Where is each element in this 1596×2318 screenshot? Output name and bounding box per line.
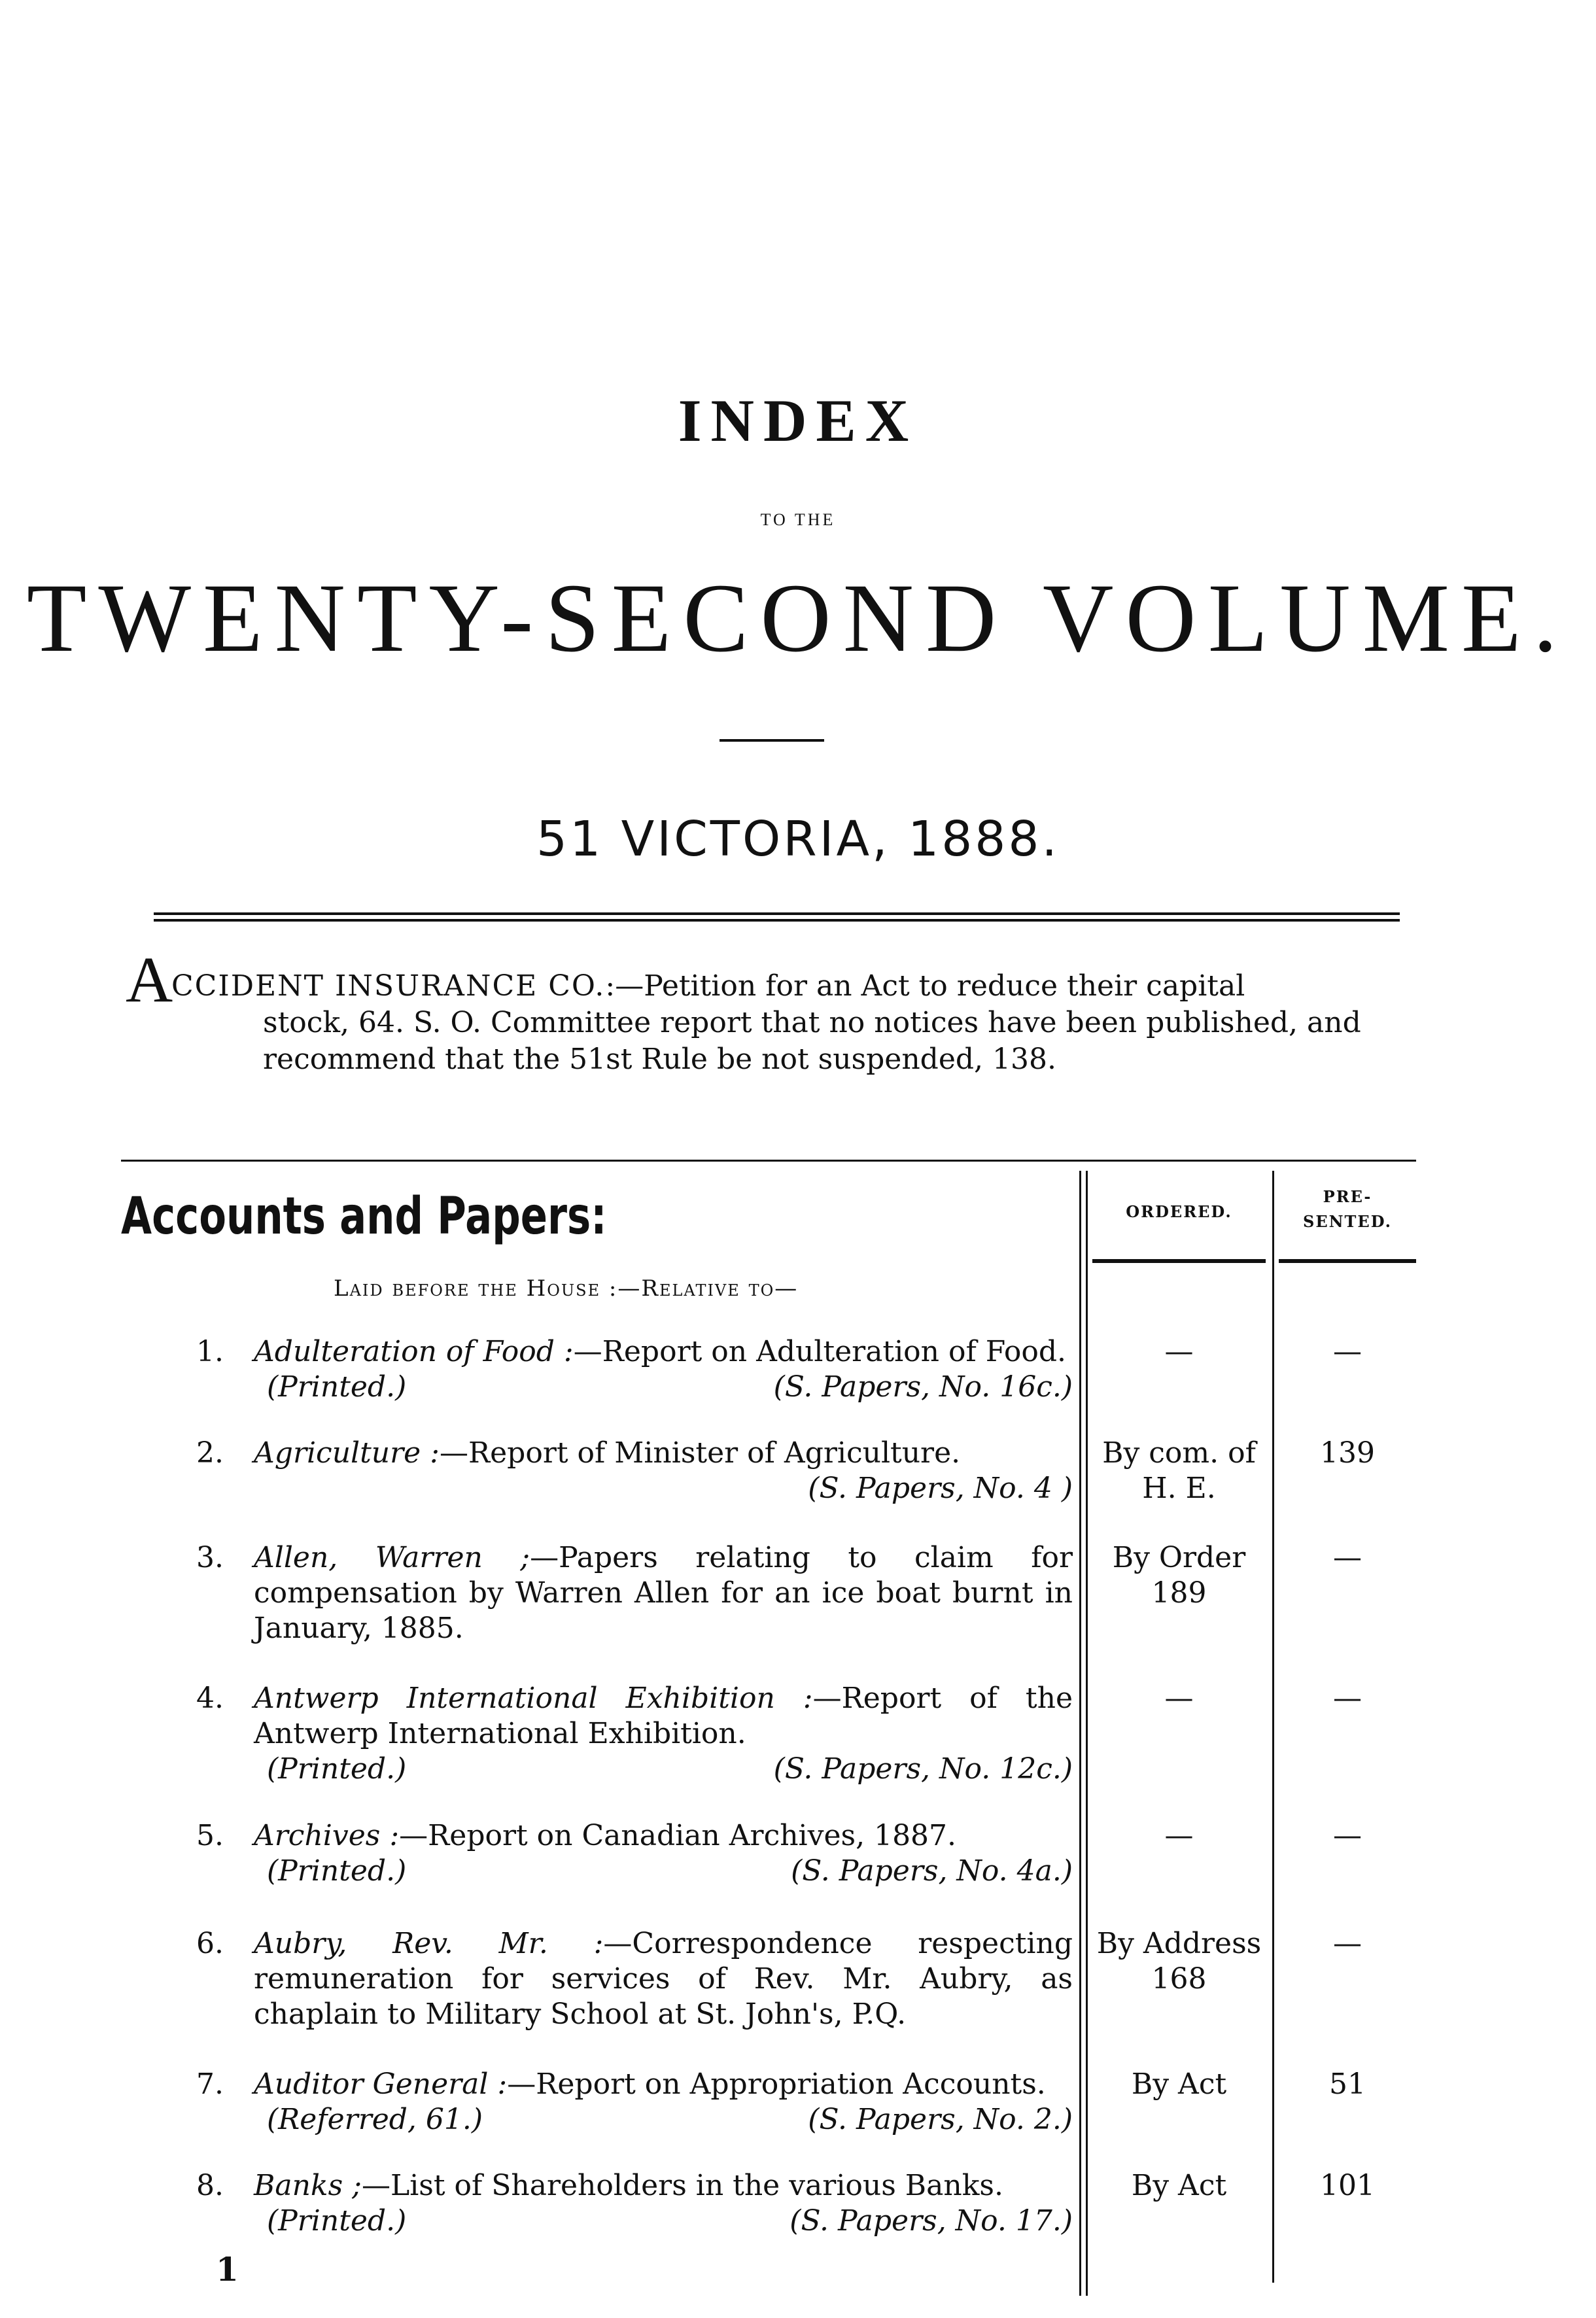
entry-text: —Report of the Antwerp International Exhibition. [254, 1682, 1073, 1750]
volume-title: TWENTY-SECOND VOLUME. [26, 564, 1570, 672]
entry-ordered: By Act [1131, 2067, 1227, 2101]
entry-number: 7. [196, 2067, 224, 2101]
entry-ordered: By Order [1112, 1541, 1246, 1574]
index-entry [196, 1436, 1073, 1506]
entry-presented: 139 [1320, 1436, 1375, 1470]
entry-ordered: — [1164, 1335, 1194, 1368]
entry-body [196, 1334, 1073, 1370]
accident-text-line1: :—Petition for an Act to reduce their capital [605, 969, 1245, 1003]
entry-number: 5. [196, 1819, 224, 1852]
entry-text: —Report on Adulteration of Food. [573, 1335, 1067, 1368]
entry-ref-right: (S. Papers, No. 16c.) [773, 1370, 1073, 1404]
column-rule-left-a [1079, 1171, 1081, 2296]
page-number: 1 [216, 2250, 239, 2289]
entry-number: 2. [196, 1436, 224, 1470]
entry-ordered: By Address [1096, 1927, 1262, 1960]
entry-subject: Adulteration of Food : [254, 1335, 574, 1368]
entry-ordered: — [1164, 1819, 1194, 1852]
entry-body [196, 1540, 1073, 1646]
entry-presented: — [1333, 1541, 1362, 1574]
short-divider [720, 739, 824, 742]
entry-ordered-2: 168 [1151, 1962, 1207, 1996]
column-header-presented-2: SENTED. [1302, 1212, 1393, 1231]
ordered-header-rule [1092, 1259, 1266, 1263]
entry-body [196, 2168, 1073, 2204]
index-entry [196, 1334, 1073, 1405]
entry-ref-right: (S. Papers, No. 12c.) [773, 1752, 1073, 1786]
laid-before-subheading: Laid before the House :—Relative to— [334, 1275, 799, 1302]
entry-ordered: — [1164, 1682, 1194, 1715]
entry-text: —Report on Appropriation Accounts. [507, 2067, 1046, 2101]
entry-ref-left: (Referred, 61.) [267, 2103, 483, 2136]
regnal-year: 51 VICTORIA, 1888. [536, 811, 1060, 867]
entry-presented: — [1333, 1335, 1362, 1368]
double-divider [154, 912, 1400, 922]
entry-number: 4. [196, 1682, 224, 1715]
entry-body [196, 1926, 1073, 2032]
entry-body [196, 1436, 1073, 1471]
entry-ref-right: (S. Papers, No. 17.) [789, 2204, 1073, 2238]
accident-first-line [126, 968, 1421, 1005]
index-entry [196, 1926, 1073, 2032]
entry-text: —Report of Minister of Agriculture. [440, 1436, 961, 1470]
entry-text: —Papers relating to claim for compensation by Warren Allen for an ice boat burnt in January, 1885. [254, 1541, 1073, 1645]
entry-subject: Antwerp International Exhibition : [254, 1682, 813, 1715]
section-heading: Accounts and Papers: [121, 1187, 607, 1246]
entry-body [196, 2067, 1073, 2102]
entry-text: —Correspondence respecting remuneration for services of Rev. Mr. Aubry, as chaplain to Military School at St. John's, P.Q. [254, 1927, 1073, 2031]
entry-ref-right: (S. Papers, No. 4a.) [791, 1854, 1073, 1888]
section-divider [121, 1160, 1416, 1162]
column-header-presented-1: PRE- [1323, 1187, 1372, 1206]
index-entry [196, 2067, 1073, 2137]
entry-subject: Banks ; [254, 2169, 362, 2202]
index-title: INDEX [678, 387, 918, 454]
entry-reference [196, 1752, 1073, 1787]
entry-ref-left: (Printed.) [267, 1370, 407, 1404]
entry-ref-left: (Printed.) [267, 1854, 407, 1888]
entry-reference [196, 2204, 1073, 2239]
entry-number: 3. [196, 1541, 224, 1574]
entry-reference [196, 1471, 1073, 1506]
index-entry [196, 1540, 1073, 1646]
entry-text: —Report on Canadian Archives, 1887. [399, 1819, 957, 1852]
entry-ref-right: (S. Papers, No. 2.) [808, 2103, 1073, 2136]
entry-reference [196, 2102, 1073, 2137]
entry-subject: Archives : [254, 1819, 400, 1852]
index-entry [196, 1681, 1073, 1787]
entry-ordered: By com. of [1102, 1436, 1256, 1470]
entry-presented: 51 [1329, 2067, 1366, 2101]
entry-subject: Allen, Warren ; [254, 1541, 530, 1574]
entry-subject: Agriculture : [254, 1436, 440, 1470]
entry-ref-right: (S. Papers, No. 4 ) [808, 1472, 1073, 1505]
column-header-ordered: ORDERED. [1126, 1202, 1232, 1221]
accident-heading: CCIDENT INSURANCE CO. [171, 969, 606, 1003]
entry-ref-left: (Printed.) [267, 1752, 407, 1786]
entry-subject: Auditor General : [254, 2067, 508, 2101]
entry-number: 1. [196, 1335, 224, 1368]
entry-ordered-2: H. E. [1142, 1472, 1216, 1505]
entry-number: 6. [196, 1927, 224, 1960]
entry-ordered-2: 189 [1151, 1576, 1207, 1610]
accident-insurance-entry [126, 943, 1421, 1078]
entry-reference [196, 1854, 1073, 1889]
accident-text-rest: stock, 64. S. O. Committee report that no notices have been published, and recommend that the 51st Rule be not suspended, 138. [263, 1006, 1361, 1076]
entry-presented: 101 [1320, 2169, 1375, 2202]
entry-body [196, 1681, 1073, 1752]
to-the-label: TO THE [760, 510, 836, 529]
entry-presented: — [1333, 1819, 1362, 1852]
index-entry [196, 1818, 1073, 1889]
entry-presented: — [1333, 1927, 1362, 1960]
entry-body [196, 1818, 1073, 1854]
presented-header-rule [1279, 1259, 1416, 1263]
entry-ordered: By Act [1131, 2169, 1227, 2202]
entry-text: —List of Shareholders in the various Banks. [361, 2169, 1003, 2202]
entry-subject: Aubry, Rev. Mr. : [254, 1927, 604, 1960]
index-entry [196, 2168, 1073, 2239]
entry-number: 8. [196, 2169, 224, 2202]
entry-ref-left: (Printed.) [267, 2204, 407, 2238]
entry-presented: — [1333, 1682, 1362, 1715]
entry-reference [196, 1370, 1073, 1405]
drop-cap: A [126, 943, 173, 1016]
column-rule-middle [1272, 1171, 1274, 2283]
